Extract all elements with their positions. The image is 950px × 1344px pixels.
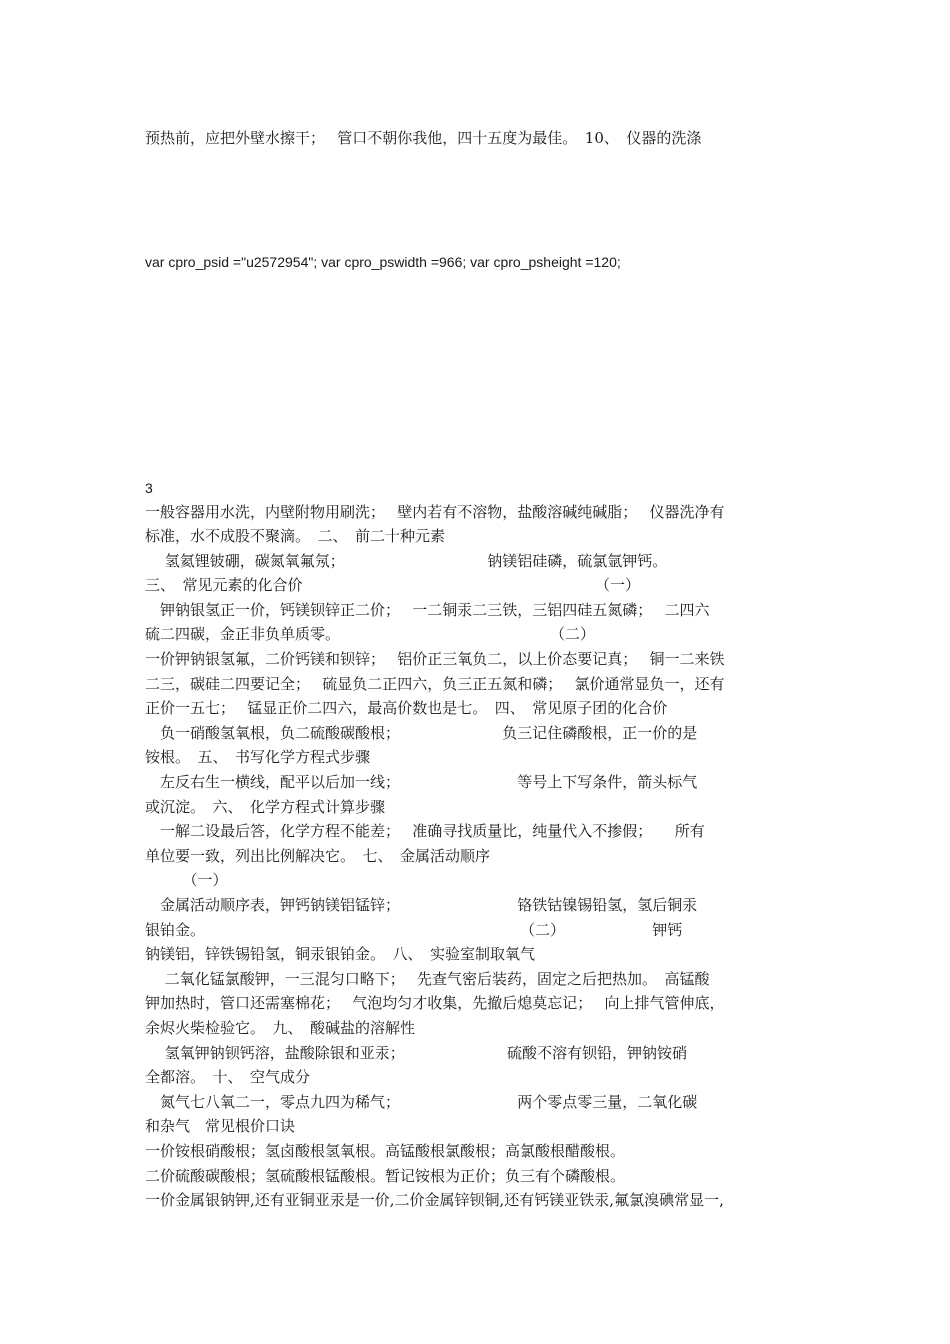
script-snippet-line: var cpro_psid ="u2572954"; var cpro_pswidth =966; var cpro_psheight =120;	[145, 254, 621, 270]
body-line: 负一硝酸氢氧根，负二硫酸碳酸根； 负三记住磷酸根，正一价的是	[145, 724, 698, 742]
body-line: 银铂金。 （二） 钾钙	[145, 921, 683, 939]
body-line: 正价一五七； 锰显正价二四六，最高价数也是七。 四、 常见原子团的化合价	[145, 699, 668, 717]
body-line: 左反右生一横线，配平以后加一线； 等号上下写条件，箭头标气	[145, 773, 698, 791]
body-line: 硫二四碳，金正非负单质零。 （二）	[145, 625, 596, 643]
top-text-line: 预热前，应把外壁水擦干； 管口不朝你我他，四十五度为最佳。 10、 仪器的洗涤	[145, 129, 702, 147]
body-line: 氢氧钾钠钡钙溶，盐酸除银和亚汞； 硫酸不溶有钡铅，钾钠铵硝	[145, 1044, 688, 1062]
body-line: 金属活动顺序表，钾钙钠镁铝锰锌； 铬铁钴镍锡铅氢，氢后铜汞	[145, 896, 698, 914]
body-line: 单位要一致，列出比例解决它。 七、 金属活动顺序	[145, 847, 491, 865]
body-line: 钾钠银氢正一价，钙镁钡锌正二价； 一二铜汞二三铁，三铝四硅五氮磷； 二四六	[145, 601, 710, 619]
body-line: 一价金属银钠钾,还有亚铜亚汞是一价,二价金属锌钡铜,还有钙镁亚铁汞,氟氯溴碘常显一,	[145, 1191, 724, 1209]
body-line: （一）	[145, 871, 228, 889]
body-line: 或沉淀。 六、 化学方程式计算步骤	[145, 798, 386, 816]
body-line: 一价铵根硝酸根；氢卤酸根氢氧根。高锰酸根氯酸根；高氯酸根醋酸根。	[145, 1142, 626, 1160]
body-line: 钠镁铝，锌铁锡铅氢，铜汞银铂金。 八、 实验室制取氧气	[145, 945, 536, 963]
body-line: 二氧化锰氯酸钾，一三混匀口略下； 先查气密后装药，固定之后把热加。 高锰酸	[145, 970, 710, 988]
body-line: 氢氦锂铍硼，碳氮氧氟氖； 钠镁铝硅磷，硫氯氩钾钙。	[145, 552, 668, 570]
page-number: 3	[145, 480, 153, 496]
body-line: 和杂气 常见根价口诀	[145, 1117, 296, 1135]
body-line: 铵根。 五、 书写化学方程式步骤	[145, 748, 371, 766]
body-line: 全都溶。 十、 空气成分	[145, 1068, 311, 1086]
body-line: 一解二设最后答，化学方程不能差； 准确寻找质量比，纯量代入不掺假； 所有	[145, 822, 705, 840]
body-line: 余烬火柴检验它。 九、 酸碱盐的溶解性	[145, 1019, 416, 1037]
body-line: 一价钾钠银氢氟，二价钙镁和钡锌； 铝价正三氧负二，以上价态要记真； 铜一二来铁	[145, 650, 725, 668]
body-line: 氮气七八氧二一，零点九四为稀气； 两个零点零三量，二氧化碳	[145, 1093, 698, 1111]
body-line: 钾加热时，管口还需塞棉花； 气泡均匀才收集，先撤后熄莫忘记； 向上排气管伸底，	[145, 994, 725, 1012]
body-line: 二三，碳硅二四要记全； 硫显负二正四六，负三正五氮和磷； 氯价通常显负一，还有	[145, 675, 725, 693]
body-line: 标准，水不成股不聚滴。 二、 前二十种元素	[145, 527, 446, 545]
body-line: 一般容器用水洗，内壁附物用刷洗； 壁内若有不溶物，盐酸溶碱纯碱脂； 仪器洗净有	[145, 503, 725, 521]
body-line: 二价硫酸碳酸根；氢硫酸根锰酸根。暂记铵根为正价；负三有个磷酸根。	[145, 1167, 626, 1185]
body-line: 三、 常见元素的化合价 （一）	[145, 576, 641, 594]
